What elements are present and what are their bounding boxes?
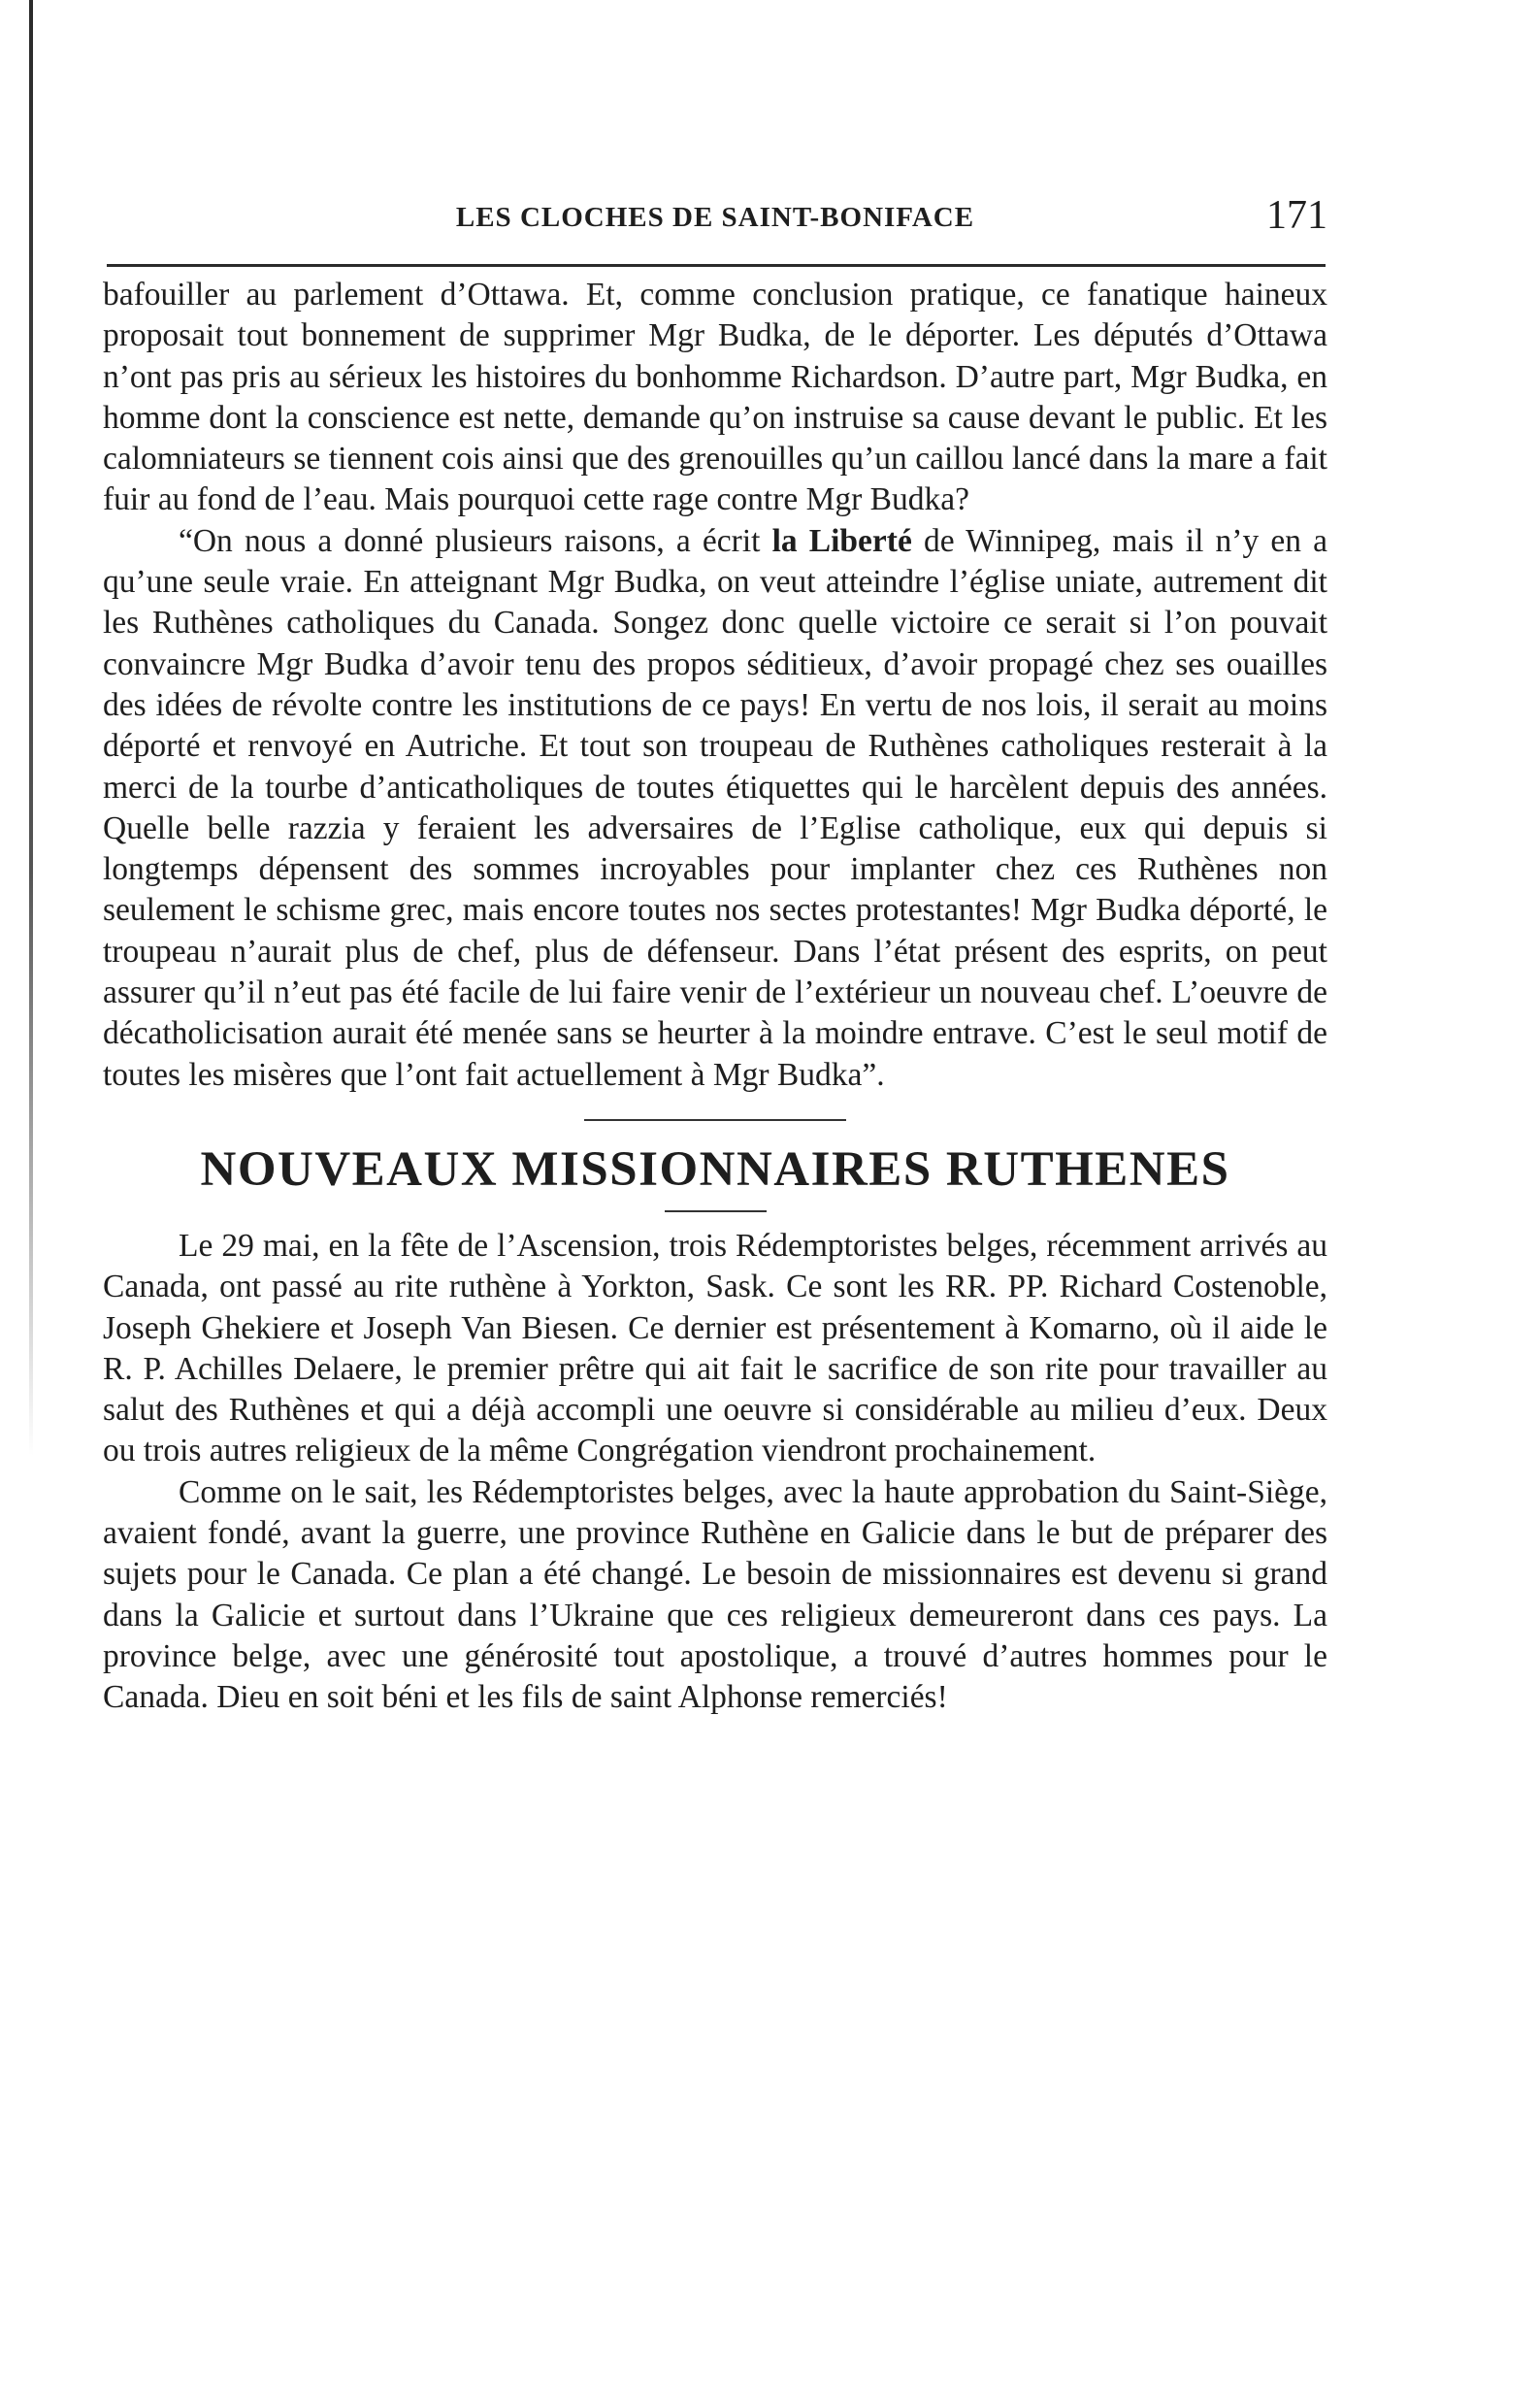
page-number: 171 [1266, 193, 1327, 238]
newspaper-name: la Liberté [771, 522, 912, 559]
paragraph-4: Comme on le sait, les Rédemptoristes belges, avec la haute approbation du Saint-Siège, avaient fondé, avant la guerre, une province Ruthène en Galicie dans le but de préparer des sujets pour le Canada. Ce plan a été changé. Le besoin de missionnaires est devenu si grand dans la Galicie et surtout dans l’Ukraine que ces religieux demeureront dans ces pays. La province belge, avec une générosité tout apostolique, a trouvé d’autres hommes pour le Canada. Dieu en soit béni et les fils de saint Alphonse remerciés! [103, 1473, 1327, 1716]
book-page [103, 184, 1327, 1719]
page-edge-shadow [29, 0, 33, 1456]
paragraph-2 [103, 521, 1327, 1096]
section-rule-top [584, 1119, 846, 1121]
header-rule [107, 264, 1326, 267]
paragraph-2-rest: de Winnipeg, mais il n’y en a qu’une seule vraie. En atteignant Mgr Budka, on veut atteindre l’église uniate, autrement dit les Ruthènes catholiques du Canada. Songez donc quelle victoire ce serait si l’on pouvait convaincre Mgr Budka d’avoir tenu des propos séditieux, d’avoir propagé chez ses ouailles des idées de révolte contre les institutions de ce pays! En vertu de nos lois, il serait au moins déporté et renvoyé en Autriche. Et tout son troupeau de Ruthènes catholiques resterait à la merci de la tourbe d’anticatholiques de toutes étiquettes qui le harcèlent depuis des années. Quelle belle razzia y feraient les adversaires de l’Eglise catholique, eux qui depuis si longtemps dépensent des sommes incroyables pour implanter chez ces Ruthènes non seulement le schisme grec, mais encore toutes nos sectes protestantes! Mgr Budka déporté, le troupeau n’aurait plus de chef, plus de défenseur. Dans l’état présent des esprits, on peut assurer qu’il n’eut pas été facile de lui faire venir de l’extérieur un nouveau chef. L’oeuvre de décatholicisation aurait été menée sans se heurter à la moindre entrave. C’est le seul motif de toutes les misères que l’ont fait actuellement à Mgr Budka”. [103, 522, 1327, 1093]
paragraph-2-start: “On nous a donné plusieurs raisons, a écrit [179, 522, 772, 559]
paragraph-3: Le 29 mai, en la fête de l’Ascension, trois Rédemptoristes belges, récemment arrivés au Canada, ont passé au rite ruthène à Yorkton, Sask. Ce sont les RR. PP. Richard Costenoble, Joseph Ghekiere et Joseph Van Biesen. Ce dernier est présentement à Komarno, où il aide le R. P. Achilles Delaere, le premier prêtre qui ait fait le sacrifice de son rite pour travailler au salut des Ruthènes et qui a déjà accompli une oeuvre si considérable au milieu d’eux. Deux ou trois autres religieux de la même Congrégation viendront prochainement. [103, 1227, 1327, 1469]
paragraph-1: bafouiller au parlement d’Ottawa. Et, comme conclusion pratique, ce fanatique haineux proposait tout bonnement de supprimer Mgr Budka, de le déporter. Les députés d’Ottawa n’ont pas pris au sérieux les histoires du bonhomme Richardson. D’autre part, Mgr Budka, en homme dont la conscience est nette, demande qu’on instruise sa cause devant le public. Et les calomniateurs se tiennent cois ainsi que des grenouilles qu’un caillou lancé dans la mare a fait fuir au fond de l’eau. Mais pourquoi cette rage contre Mgr Budka? [103, 277, 1327, 518]
section-heading: NOUVEAUX MISSIONNAIRES RUTHENES [200, 1141, 1230, 1197]
running-header [103, 184, 1327, 252]
running-title: LES CLOCHES DE SAINT-BONIFACE [455, 202, 975, 233]
section-rule-bottom [665, 1210, 767, 1212]
body-text [103, 275, 1327, 1719]
